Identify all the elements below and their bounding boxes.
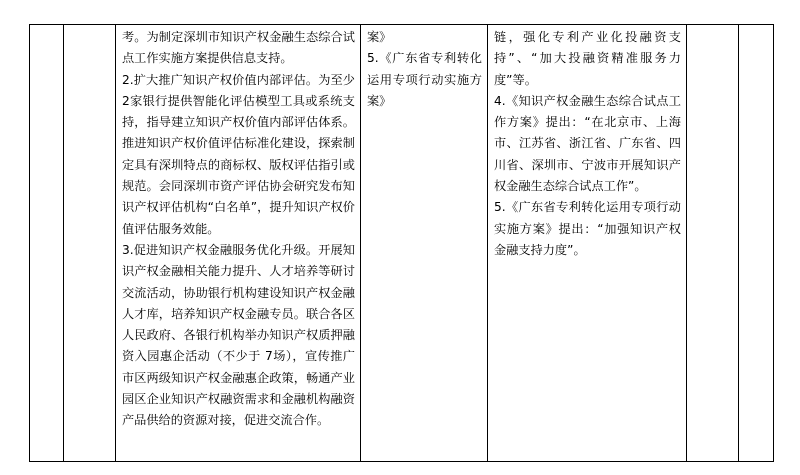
table-cell-col4 [361,25,488,462]
table-cell-col5 [488,25,687,462]
table-cell-col3 [116,25,361,462]
col5-paragraph-3: 5.《广东省专利转化运用专项行动实施方案》提出：“加强知识产权金融支持力度”。 [494,200,681,257]
table-cell-col6 [687,25,739,462]
policy-table [29,24,774,462]
col4-paragraph-2: 5.《广东省专利转化运用专项行动实施方案》 [367,51,482,108]
col5-paragraph-2: 4.《知识产权金融生态综合试点工作方案》提出：“在北京市、上海市、江苏省、浙江省、广东省、四川省、深圳市、宁波市开展知识产权金融生态综合试点工作”。 [494,93,681,194]
col3-paragraph-3: 3.促进知识产权金融服务优化升级。开展知识产权金融相关能力提升、人才培养等研讨交流活动，协助银行机构建设知识产权金融人才库，培养知识产权金融专员。联合各区人民政府、各银行机构举办知识产权质押融资入园惠企活动（不少于 7场），宣传推广市区两级知识产权金融惠企政策，畅通产业园区企业知识产权融资需求和金融机构融资产品供给的资源对接，促进交流合作。 [122,242,355,428]
col4-paragraph-1: 案》 [367,30,392,44]
col3-paragraph-1: 考。为制定深圳市知识产权金融生态综合试点工作实施方案提供信息支持。 [122,30,355,66]
table-cell-col1 [30,25,64,462]
table-cell-col7 [739,25,774,462]
col3-paragraph-2: 2.扩大推广知识产权价值内部评估。为至少2家银行提供智能化评估模型工具或系统支持，指导建立知识产权价值内部评估体系。推进知识产权价值评估标准化建设，探索制定具有深圳特点的商标权、版权评估指引或规范。会同深圳市资产评估协会研究发布知识产权评估机构“白名单”，提升知识产权价值评估服务效能。 [122,72,355,236]
col5-paragraph-1: 链，强化专利产业化投融资支持”、“加大投融资精准服务力度”等。 [494,30,681,87]
table-row [30,25,774,462]
table-cell-col2 [64,25,116,462]
